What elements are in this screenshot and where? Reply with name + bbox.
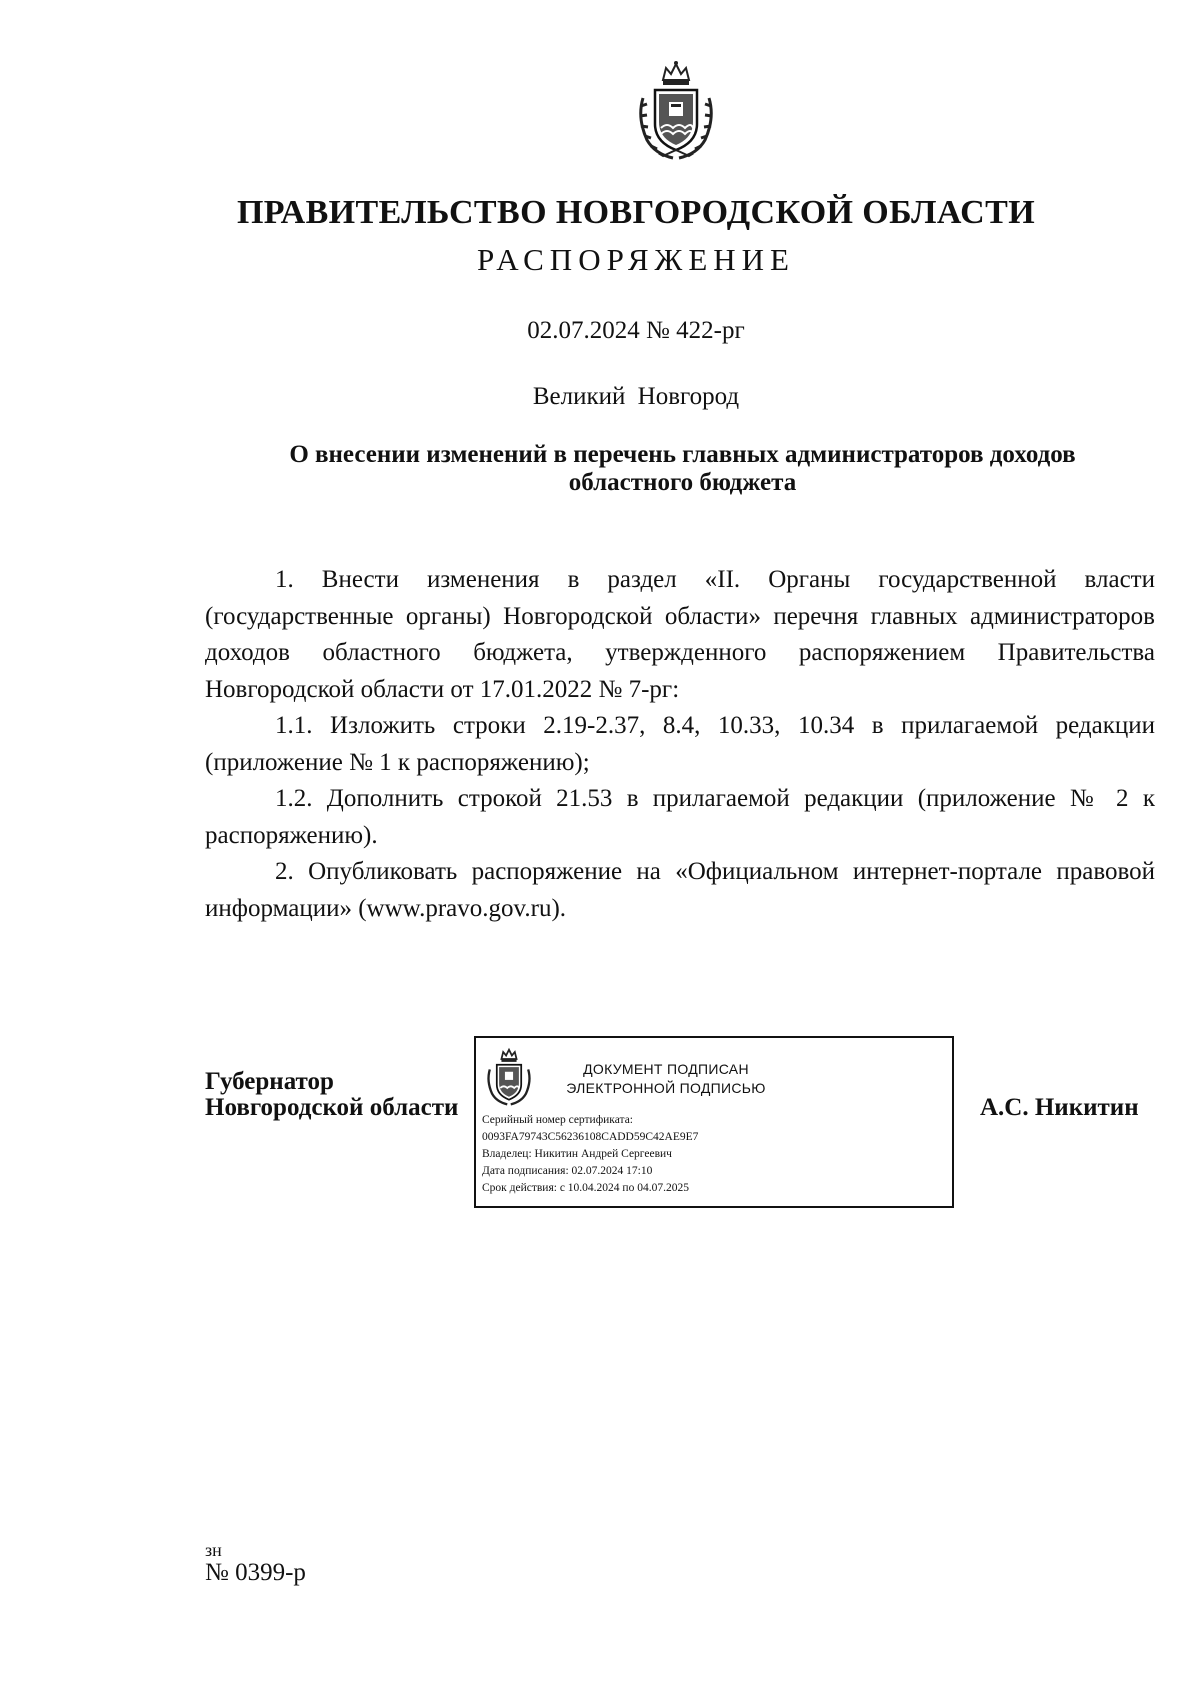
document-body <box>205 562 1155 927</box>
paragraph: 1.2. Дополнить строкой 21.53 в прилагаемой редакции (приложение № 2 к распоряжению). <box>205 785 1155 849</box>
subject-line: областного бюджета <box>568 469 797 496</box>
paragraph: 2. Опубликовать распоряжение на «Официальном интернет-портале правовой информации» (www.pravo.gov.ru). <box>205 858 1155 922</box>
signer-title <box>205 1069 458 1121</box>
document-subject <box>205 441 1160 497</box>
date-number: 02.07.2024 № 422-рг <box>527 317 745 344</box>
footer-registration <box>205 1540 306 1586</box>
signer-name: А.С. Никитин <box>980 1094 1139 1121</box>
footer-code: зн <box>205 1540 222 1560</box>
certificate-validity: Срок действия: с 10.04.2024 по 04.07.2025 <box>482 1182 689 1194</box>
footer-number: № 0399-р <box>205 1559 306 1586</box>
electronic-signature-stamp <box>474 1036 954 1208</box>
stamp-heading-line: ЭЛЕКТРОННОЙ ПОДПИСЬЮ <box>566 1080 766 1096</box>
signer-title-line: Новгородской области <box>205 1094 459 1121</box>
signer-title-line: Губернатор <box>205 1068 334 1095</box>
coat-of-arms-icon <box>484 1046 534 1108</box>
place: Великий Новгород <box>532 383 740 410</box>
certificate-label: Серийный номер сертификата: <box>482 1114 633 1126</box>
paragraph: 1.1. Изложить строки 2.19-2.37, 8.4, 10.33, 10.34 в прилагаемой редакции (приложение № 1 к распоряжению); <box>205 712 1155 776</box>
organization-title: ПРАВИТЕЛЬСТВО НОВГОРОДСКОЙ ОБЛАСТИ <box>236 194 1036 231</box>
certificate-owner: Владелец: Никитин Андрей Сергеевич <box>482 1148 672 1160</box>
coat-of-arms-icon <box>633 58 719 164</box>
stamp-heading-line: ДОКУМЕНТ ПОДПИСАН <box>583 1061 749 1077</box>
paragraph: 1. Внести изменения в раздел «II. Органы государственной власти (государственные органы) Новгородской области» перечня главных администраторов доходов областного бюджета, утвержденного распоряжением Правительства Новгородской области от 17.01.2022 № 7-рг: <box>205 566 1155 703</box>
stamp-details <box>482 1112 698 1197</box>
signing-date: Дата подписания: 02.07.2024 17:10 <box>482 1165 653 1177</box>
stamp-heading <box>536 1060 796 1098</box>
document-type: РАСПОРЯЖЕНИЕ <box>477 242 795 277</box>
subject-line: О внесении изменений в перечень главных администраторов доходов <box>289 441 1076 468</box>
certificate-number: 0093FA79743C56236108CADD59C42AE9E7 <box>482 1131 699 1143</box>
